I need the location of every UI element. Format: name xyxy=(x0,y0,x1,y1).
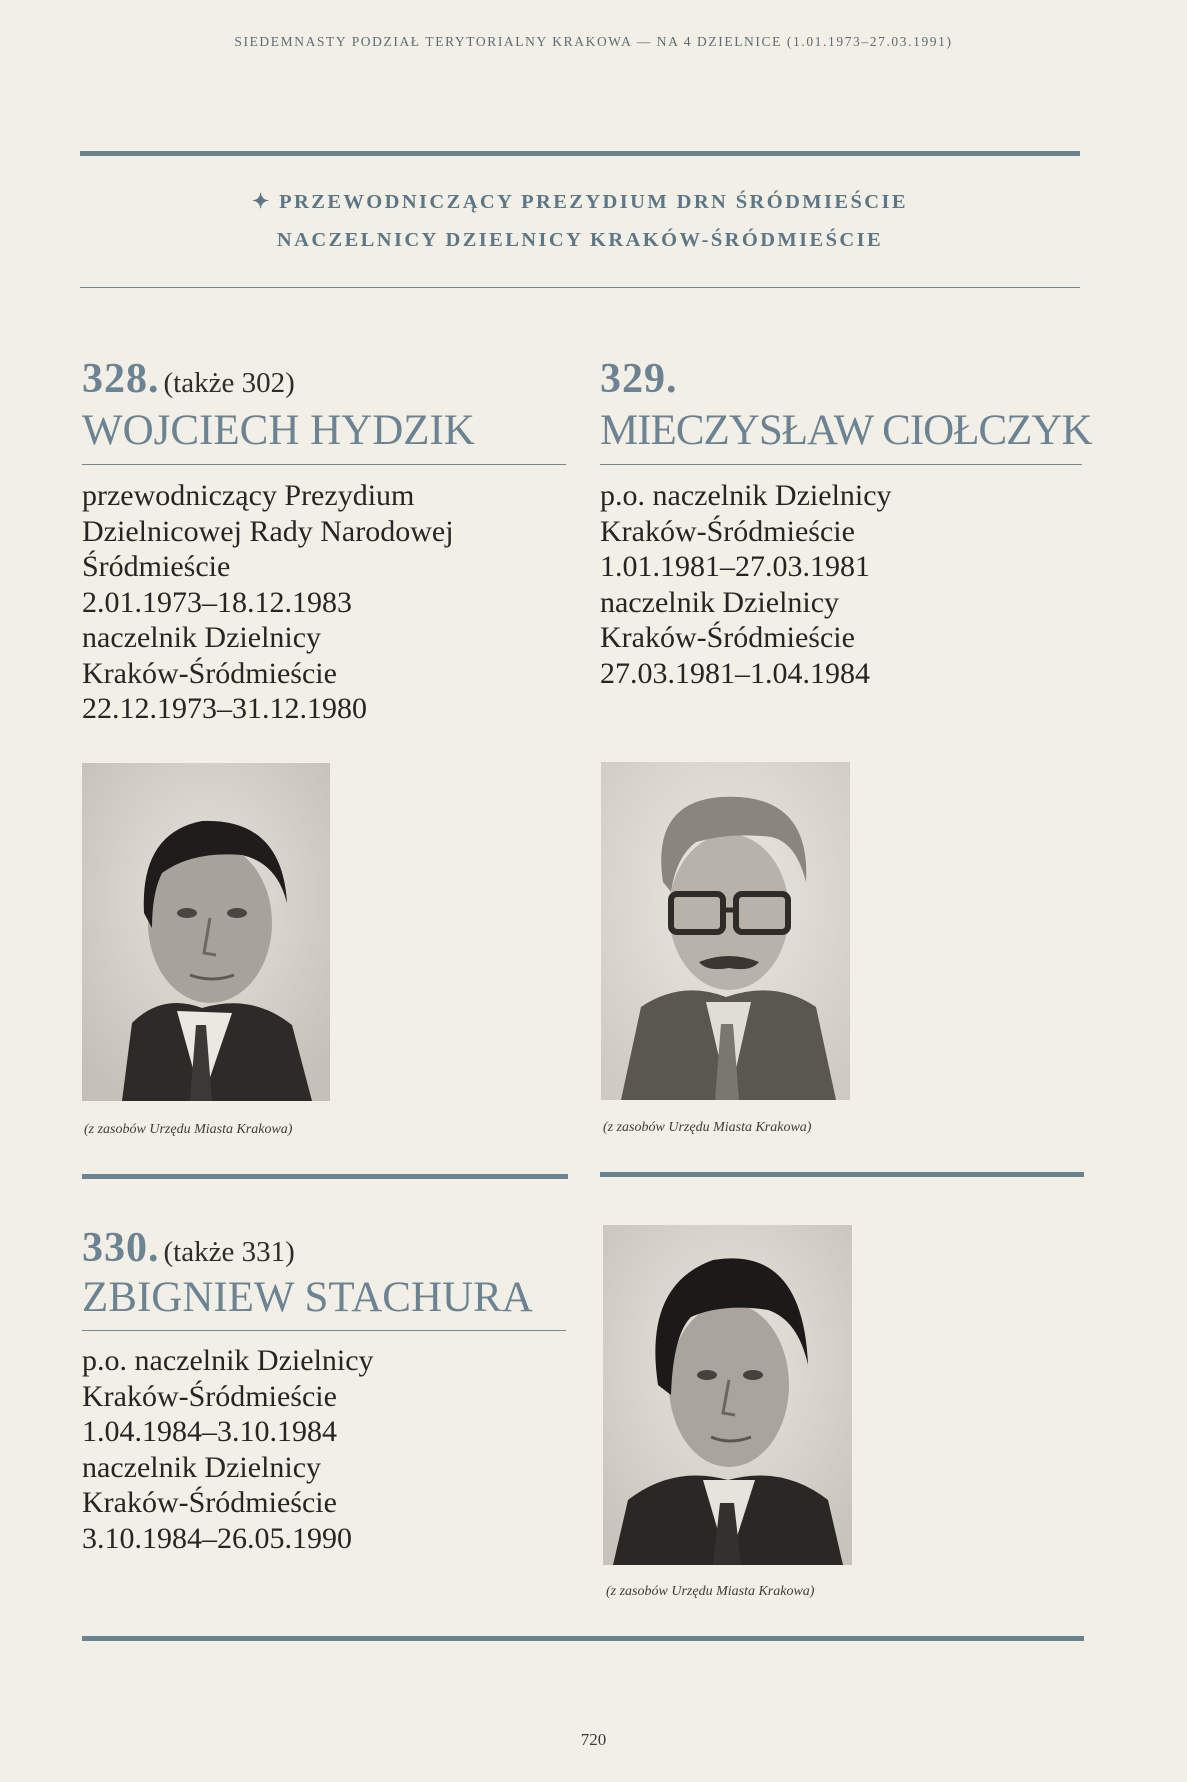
section-title-line1: ✦ PRZEWODNICZĄCY PREZYDIUM DRN ŚRÓDMIEŚCIE xyxy=(252,191,908,213)
entry-cross-reference: (także 302) xyxy=(163,367,295,399)
office-line: p.o. naczelnik Dzielnicy xyxy=(82,1344,374,1377)
office-line: 1.01.1981–27.03.1981 xyxy=(600,550,870,583)
office-line: naczelnik Dzielnicy xyxy=(82,621,322,654)
entry-328-bottom-rule xyxy=(82,1174,568,1179)
entry-328-name: WOJCIECH HYDZIK xyxy=(82,407,475,454)
office-line: Śródmieście xyxy=(82,550,231,583)
entry-330-caption: (z zasobów Urzędu Miasta Krakowa) xyxy=(606,1584,815,1599)
office-line: Dzielnicowej Rady Narodowej xyxy=(82,514,454,548)
bottom-rule xyxy=(82,1636,1084,1641)
section-title-line2: NACZELNICY DZIELNICY KRAKÓW-ŚRÓDMIEŚCIE xyxy=(276,229,884,251)
entry-330-name: ZBIGNIEW STACHURA xyxy=(82,1274,533,1321)
office-line: Kraków-Śródmieście xyxy=(600,621,855,654)
entry-cross-reference: (także 331) xyxy=(163,1236,295,1268)
entry-328-heading xyxy=(82,355,295,403)
entry-329-offices xyxy=(600,478,892,691)
office-line: Kraków-Śródmieście xyxy=(82,1379,337,1413)
entry-328-caption: (z zasobów Urzędu Miasta Krakowa) xyxy=(84,1122,293,1137)
entry-328-offices xyxy=(82,478,454,727)
office-line: naczelnik Dzielnicy xyxy=(600,585,840,619)
office-line: 22.12.1973–31.12.1980 xyxy=(82,692,367,725)
entry-329-name: MIECZYSŁAW CIOŁCZYK xyxy=(600,407,1092,454)
office-line: naczelnik Dzielnicy xyxy=(82,1450,322,1484)
section-rule xyxy=(80,287,1080,288)
office-line: 1.04.1984–3.10.1984 xyxy=(82,1415,337,1448)
entry-328-name-rule xyxy=(82,464,566,465)
entry-329-portrait-photo xyxy=(601,762,850,1100)
entry-number: 330. xyxy=(82,1225,160,1271)
office-line: p.o. naczelnik Dzielnicy xyxy=(600,479,892,512)
entry-329-bottom-rule xyxy=(600,1172,1084,1177)
entry-number: 329. xyxy=(600,356,678,402)
entry-329-name-rule xyxy=(600,464,1082,465)
office-line: Kraków-Śródmieście xyxy=(82,1486,337,1519)
running-head: SIEDEMNASTY PODZIAŁ TERYTORIALNY KRAKOWA — NA 4 DZIELNICE (1.01.1973–27.03.1991) xyxy=(234,34,953,49)
entry-328-portrait-photo xyxy=(82,763,330,1101)
entry-330-portrait-photo xyxy=(603,1225,852,1565)
entry-number: 328. xyxy=(82,356,160,402)
office-line: 3.10.1984–26.05.1990 xyxy=(82,1521,352,1555)
office-line: przewodniczący Prezydium xyxy=(82,479,415,512)
entry-329-caption: (z zasobów Urzędu Miasta Krakowa) xyxy=(603,1120,812,1135)
office-line: Kraków-Śródmieście xyxy=(600,514,855,548)
office-line: Kraków-Śródmieście xyxy=(82,656,337,690)
entry-330-offices xyxy=(82,1343,374,1556)
entry-329-heading xyxy=(600,355,682,403)
entry-330-heading xyxy=(82,1224,295,1272)
page-number: 720 xyxy=(580,1730,607,1749)
top-rule xyxy=(80,151,1080,156)
entry-330-name-rule xyxy=(82,1330,566,1331)
office-line: 2.01.1973–18.12.1983 xyxy=(82,585,352,619)
office-line: 27.03.1981–1.04.1984 xyxy=(600,656,870,690)
